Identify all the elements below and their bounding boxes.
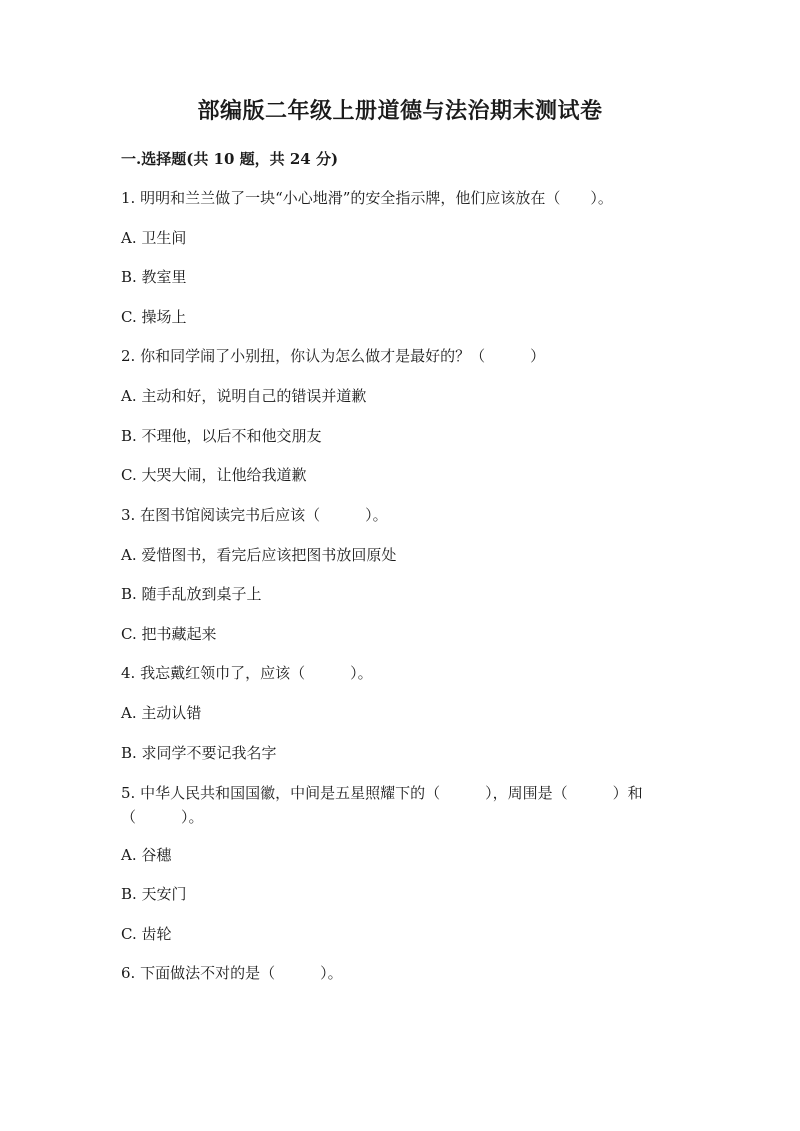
question-1-stem: 1. 明明和兰兰做了一块“小心地滑”的安全指示牌，他们应该放在（ ）。 <box>121 189 613 207</box>
question-2-option-b: B. 不理他，以后不和他交朋友 <box>121 427 322 445</box>
question-3-option-b: B. 随手乱放到桌子上 <box>121 585 262 603</box>
question-4-option-b: B. 求同学不要记我名字 <box>121 744 277 762</box>
question-3-stem: 3. 在图书馆阅读完书后应该（ ）。 <box>121 506 388 524</box>
question-3-option-a: A. 爱惜图书，看完后应该把图书放回原处 <box>121 546 397 564</box>
question-1-option-b: B. 教室里 <box>121 268 187 286</box>
page-title: 部编版二年级上册道德与法治期末测试卷 <box>197 98 603 124</box>
question-1-option-c: C. 操场上 <box>121 308 187 326</box>
question-4-stem: 4. 我忘戴红领巾了，应该（ ）。 <box>121 664 373 682</box>
question-2-option-c: C. 大哭大闹，让他给我道歉 <box>121 466 307 484</box>
question-5-option-a: A. 谷穗 <box>121 846 172 864</box>
section-heading: 一.选择题(共 10 题，共 24 分) <box>121 150 339 168</box>
question-5-option-c: C. 齿轮 <box>121 925 172 943</box>
question-6-stem: 6. 下面做法不对的是（ ）。 <box>121 964 343 982</box>
question-4-option-a: A. 主动认错 <box>121 704 202 722</box>
question-2-stem: 2. 你和同学闹了小别扭，你认为怎么做才是最好的？（ ） <box>121 347 546 365</box>
question-5-stem: 5. 中华人民共和国国徽，中间是五星照耀下的（ ），周围是（ ）和（ ）。 <box>121 784 643 826</box>
question-1-option-a: A. 卫生间 <box>121 229 187 247</box>
question-3-option-c: C. 把书藏起来 <box>121 625 217 643</box>
question-5-option-b: B. 天安门 <box>121 885 187 903</box>
question-2-option-a: A. 主动和好，说明自己的错误并道歉 <box>121 387 367 405</box>
